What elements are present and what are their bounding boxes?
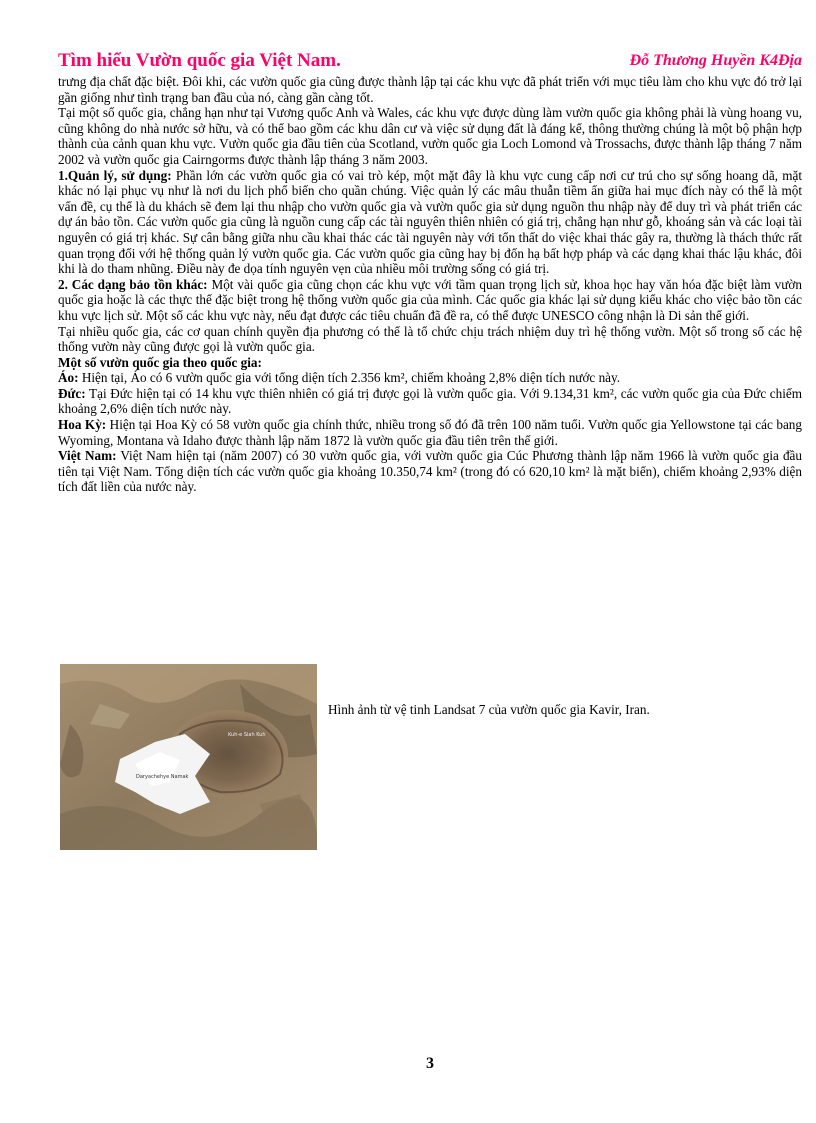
satellite-image-graphic [60, 664, 317, 850]
page-header [58, 50, 802, 76]
paragraph-management-text: Phần lớn các vườn quốc gia có vai trò kép, một mặt đây là khu vực cung cấp nơi cư trú cho sự sống hoang dã, mặt khác nó lại phục vụ như là nơi du lịch phổ biến cho quần chúng. Việc quản lý các mâu thuẫn tiềm ẩn giữa hai mục đích này có thể là một vấn đề, cụ thể là du khách sẽ đem lại thu nhập cho vườn quốc gia và vườn quốc gia sử dụng nguồn thu nhập này để duy trì và phát triển các dự án bảo tồn. Các vườn quốc gia cũng là nguồn cung cấp các tài nguyên thiên nhiên có giá trị, chẳng hạn như gỗ, khoáng sản và các loại tài nguyên có giá trị khác. Sự cân bằng giữa nhu cầu khai thác các tài nguyên này với tổn thất do việc khai thác gây ra, thường là thách thức rất quan trọng đối với hệ thống quản lý vườn quốc gia. Các vườn quốc gia cũng hay bị đốn hạ bất hợp pháp và các dạng khai thác lậu khác, đôi khi là do tham nhũng. Điều này đe dọa tính nguyên vẹn của nhiều môi trường sống có giá trị. [58, 167, 802, 277]
image-label-lake: Daryachehye Namak [136, 774, 189, 780]
paragraph-intro-continued: trưng địa chất đặc biệt. Đôi khi, các vườn quốc gia cũng được thành lập tại các khu vực đã phát triển với mục tiêu làm cho khu vực đó trở lại gần giống như tình trạng ban đầu của nó, càng gần càng tốt. [58, 74, 802, 105]
paragraph-austria-text: Hiện tại, Áo có 6 vườn quốc gia với tổng diện tích 2.356 km², chiếm khoảng 2,8% diện tích nước này. [78, 370, 621, 386]
section-heading-by-country: Một số vườn quốc gia theo quốc gia: [58, 354, 262, 370]
paragraph-other-conservation [58, 277, 802, 324]
country-label-usa: Hoa Kỳ: [58, 417, 107, 433]
paragraph-usa-text: Hiện tại Hoa Kỳ có 58 vườn quốc gia chính thức, nhiều trong số đó đã trên 100 năm tuổi. Vườn quốc gia Yellowstone tại các bang Wyoming, Montana và Idaho được thành lập năm 1872 là vườn quốc gia đầu tiên trên thế giới. [58, 417, 802, 448]
paragraph-usa [58, 417, 802, 448]
paragraph-germany-text: Tại Đức hiện tại có 14 khu vực thiên nhiên có giá trị được gọi là vườn quốc gia. Với 9.134,31 km², các vườn quốc gia của Đức chiếm khoảng 2,6% diện tích nước này. [58, 385, 802, 417]
image-label-mountain: Kuh-e Siah Kuh [228, 732, 266, 738]
country-label-austria: Áo: [58, 370, 79, 386]
paragraph-austria [58, 370, 802, 386]
paragraph-other-conservation-text: Một vài quốc gia cũng chọn các khu vực với tầm quan trọng lịch sử, khoa học hay văn hóa đặc biệt làm vườn quốc gia hoặc là các thực thể đặc biệt trong hệ thống vườn quốc gia của mình. Các quốc gia khác lại sử dụng kiểu khác cho việc bảo tồn các khu vực lịch sử. Một số các khu vực này, nếu đạt được các tiêu chuẩn đã đề ra, có thể được UNESCO công nhận là Di sản thế giới. [58, 276, 802, 323]
page-number: 3 [426, 1055, 434, 1072]
country-label-vietnam: Việt Nam: [58, 448, 117, 464]
paragraph-germany [58, 386, 802, 417]
paragraph-management [58, 168, 802, 277]
paragraph-vietnam [58, 448, 802, 495]
document-author: Đỗ Thương Huyền K4Địa [629, 52, 802, 69]
paragraph-vietnam-text: Việt Nam hiện tại (năm 2007) có 30 vườn quốc gia, với vườn quốc gia Cúc Phương thành lập năm 1966 là vườn quốc gia đầu tiên tại Việt Nam. Tổng diện tích các vườn quốc gia khoảng 10.350,74 km² (trong đó có 620,10 km² là mặt biển), chiếm khoảng 2,93% diện tích đất liền của nước này. [58, 448, 802, 495]
satellite-image-kavir [60, 664, 317, 850]
body-text [58, 74, 802, 495]
paragraph-uk-parks: Tại một số quốc gia, chẳng hạn như tại Vương quốc Anh và Wales, các khu vực được dùng làm vườn quốc gia không phải là vùng hoang vu, cũng không do nhà nước sở hữu, và có thể bao gồm các khu dân cư và việc sử dụng đất là đáng kể, thông thường chúng là một bộ phận hợp thành của cảnh quan khu vực. Vườn quốc gia đầu tiên của Scotland, vườn quốc gia Loch Lomond và Trossachs, được thành lập tháng 7 năm 2002 và vườn quốc gia Cairngorms được thành lập tháng 3 năm 2003. [58, 105, 802, 167]
document-title: Tìm hiểu Vườn quốc gia Việt Nam. [58, 50, 341, 71]
figure-caption: Hình ảnh từ vệ tinh Landsat 7 của vườn quốc gia Kavir, Iran. [328, 702, 650, 717]
section-heading-other-conservation: 2. Các dạng bảo tồn khác: [58, 276, 208, 292]
country-label-germany: Đức: [58, 385, 86, 401]
paragraph-local-authorities: Tại nhiều quốc gia, các cơ quan chính quyền địa phương có thể là tổ chức chịu trách nhiệm duy trì hệ thống vườn. Một số trong số các hệ thống vườn này cũng được gọi là vườn quốc gia. [58, 323, 802, 355]
section-heading-management: 1.Quản lý, sử dụng: [58, 167, 172, 183]
